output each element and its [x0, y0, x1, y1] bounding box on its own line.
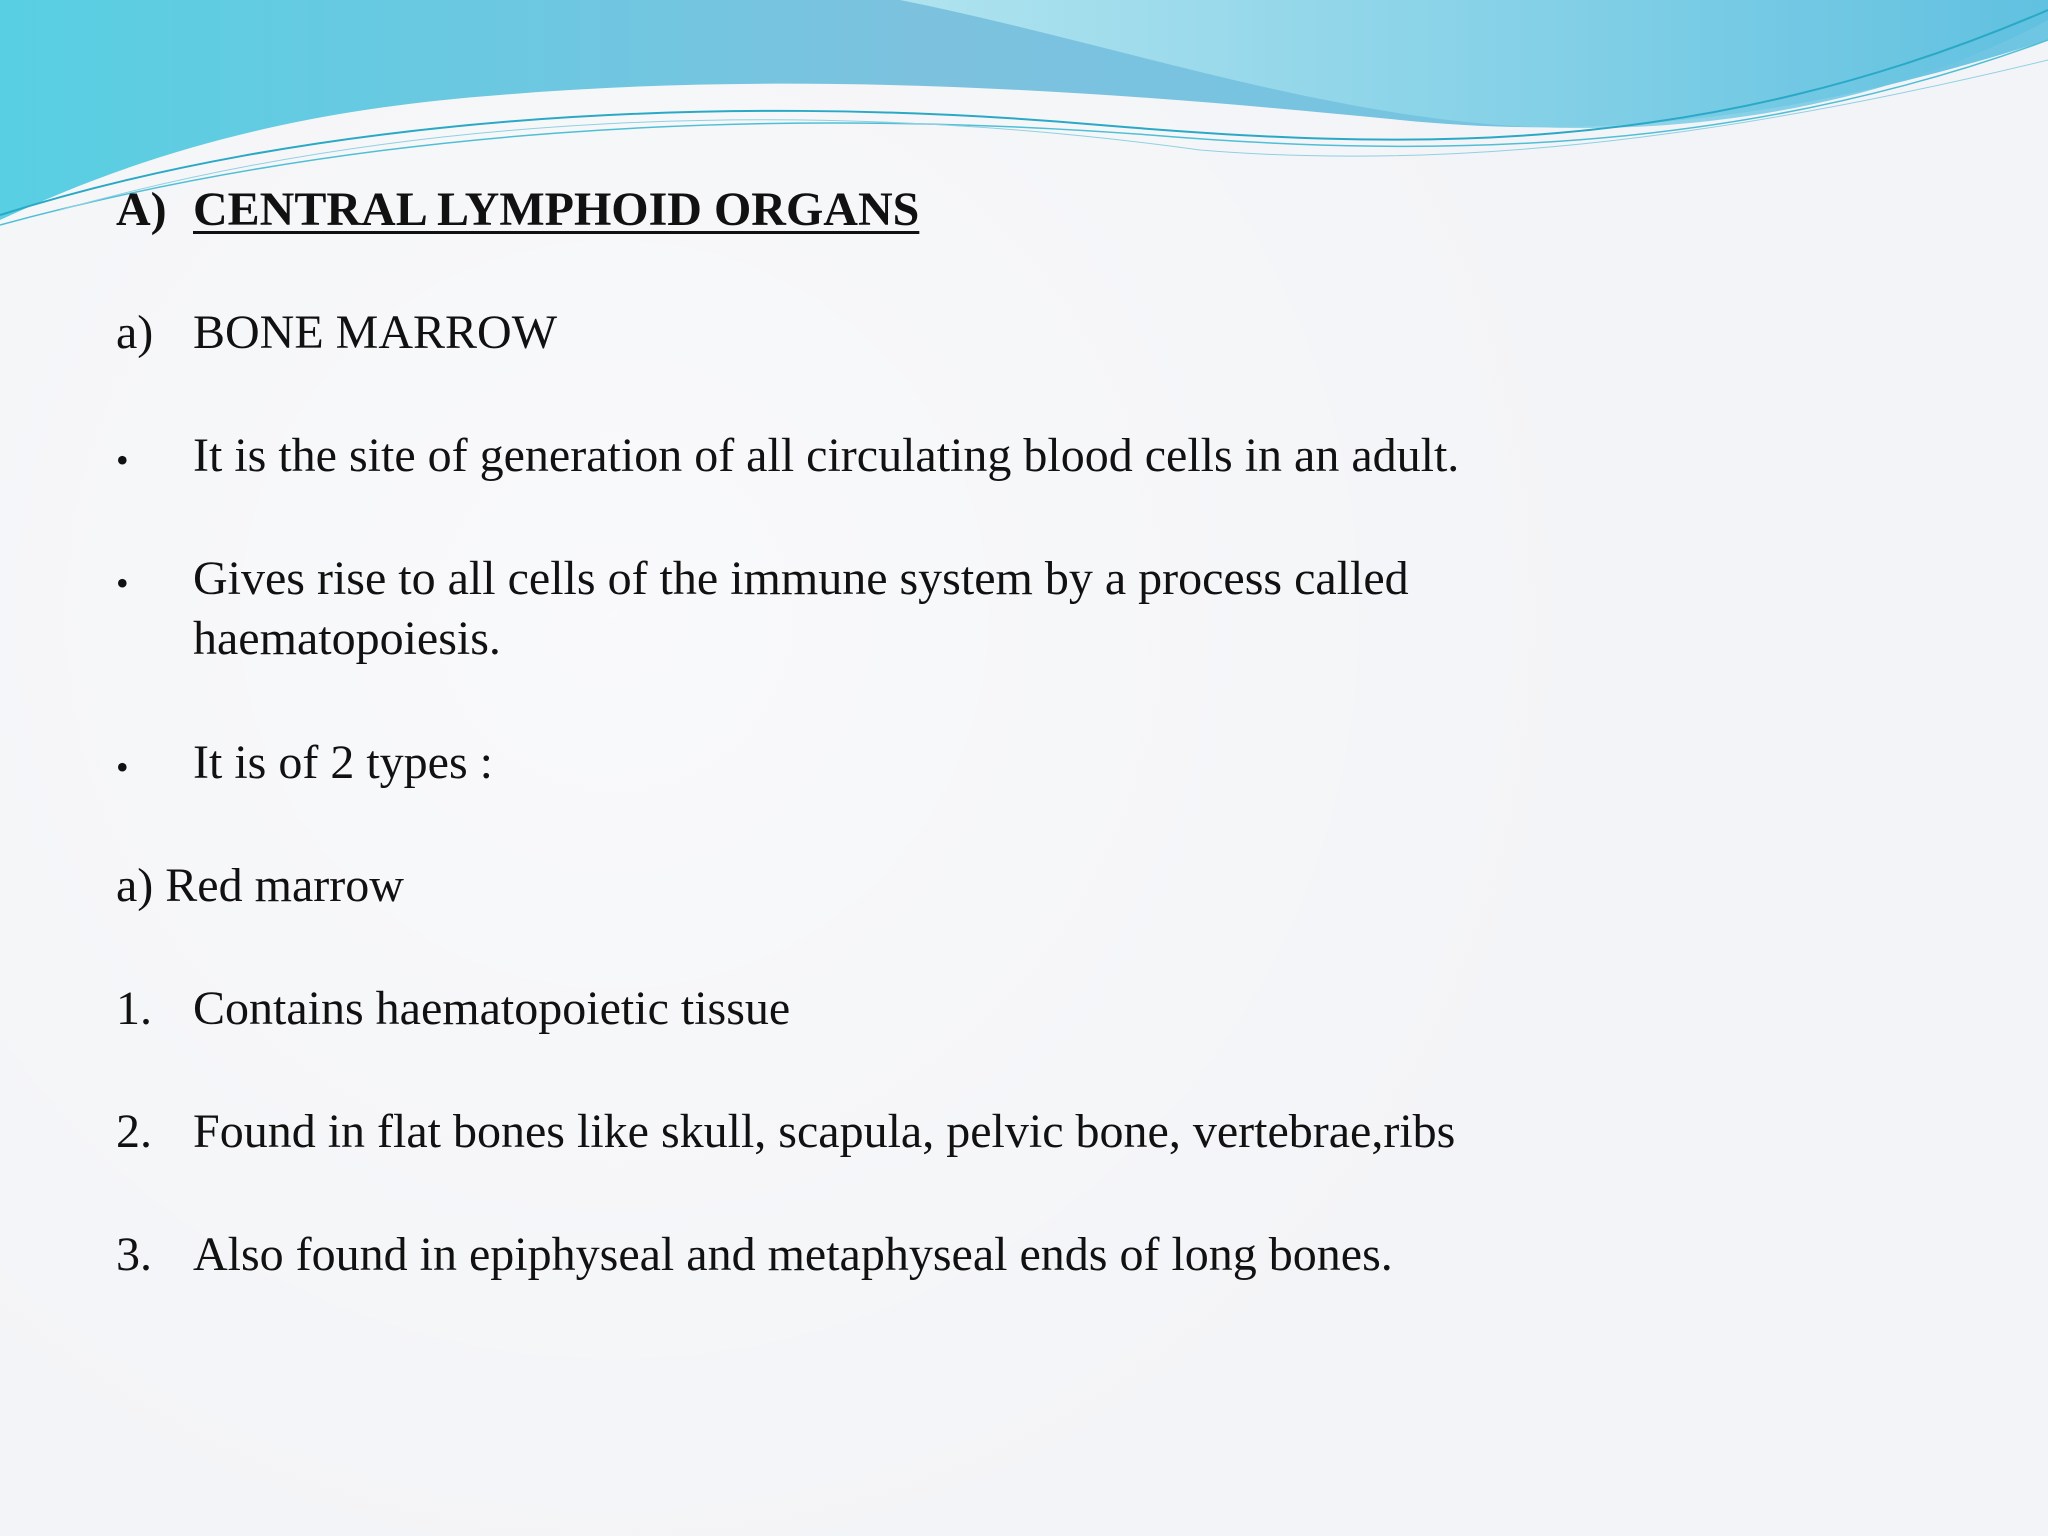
bullet-text: It is the site of generation of all circulating blood cells in an adult.: [193, 429, 1460, 482]
number-marker: 2.: [116, 1105, 152, 1158]
heading-text: CENTRAL LYMPHOID ORGANS: [193, 183, 920, 236]
bullet-marker: •: [116, 747, 129, 787]
subheading-text: BONE MARROW: [193, 306, 558, 359]
numbered-text: Also found in epiphyseal and metaphyseal ends of long bones.: [193, 1228, 1393, 1281]
bullet-text: It is of 2 types :: [193, 736, 493, 789]
heading-marker: A): [116, 183, 167, 236]
bullet-marker: •: [116, 563, 129, 603]
bullet-text: Gives rise to all cells of the immune system by a process called haematopoiesis.: [193, 552, 1409, 665]
numbered-text: Found in flat bones like skull, scapula, pelvic bone, vertebrae,ribs: [193, 1105, 1456, 1158]
subheading-marker: a): [116, 306, 154, 359]
bullet-marker: •: [116, 440, 129, 480]
number-marker: 3.: [116, 1228, 152, 1281]
numbered-text: Contains haematopoietic tissue: [193, 982, 791, 1035]
number-marker: 1.: [116, 982, 152, 1035]
type-label-text: a) Red marrow: [116, 859, 404, 912]
